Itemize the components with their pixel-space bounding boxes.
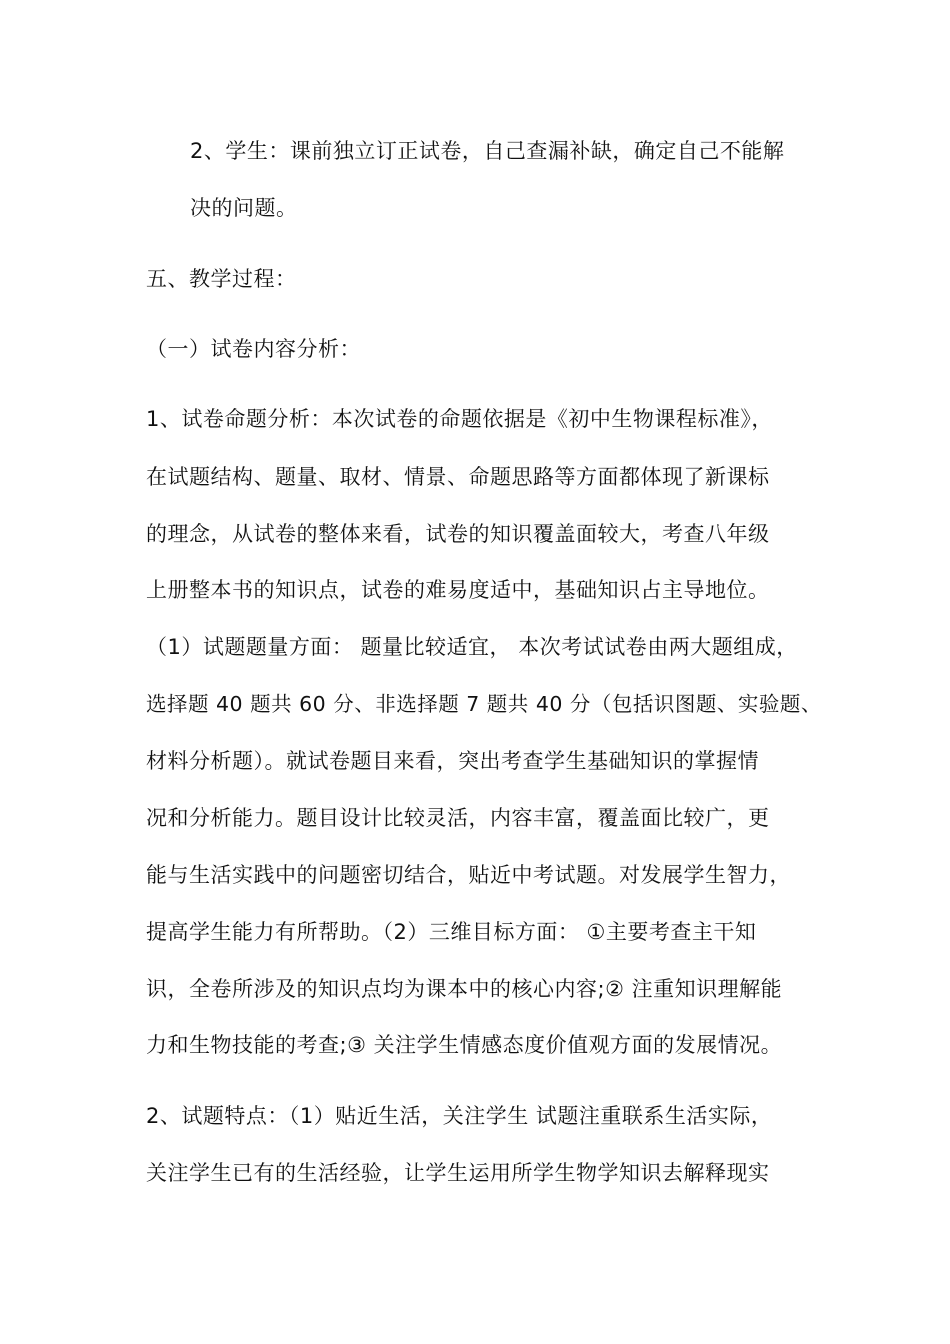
text-line: 关注学生已有的生活经验，让学生运用所学生物学知识去解释现实 — [146, 1161, 770, 1185]
text-line: 能与生活实践中的问题密切结合，贴近中考试题。对发展学生智力， — [146, 863, 791, 887]
subsection-heading: （一）试卷内容分析： — [146, 337, 361, 361]
text-line: 在试题结构、题量、取材、情景、命题思路等方面都体现了新课标 — [146, 465, 770, 489]
text-line: 2、学生：课前独立订正试卷，自己查漏补缺，确定自己不能解 — [190, 139, 785, 163]
text-line: 识，全卷所涉及的知识点均为课本中的核心内容;② 注重知识理解能 — [146, 977, 783, 1001]
text-line: 1、试卷命题分析：本次试卷的命题依据是《初中生物课程标准》， — [146, 407, 773, 431]
text-line: 材料分析题）。就试卷题目来看，突出考查学生基础知识的掌握情 — [146, 749, 759, 773]
text-line: 力和生物技能的考查;③ 关注学生情感态度价值观方面的发展情况。 — [146, 1033, 783, 1057]
text-line: 况和分析能力。题目设计比较灵活，内容丰富，覆盖面比较广，更 — [146, 806, 770, 830]
text-line: 提高学生能力有所帮助。（2）三维目标方面： ①主要考查主干知 — [146, 920, 757, 944]
text-line: （1）试题题量方面： 题量比较适宜， 本次考试试卷由两大题组成， — [146, 635, 798, 659]
text-line: 2、试题特点：（1）贴近生活，关注学生 试题注重联系生活实际， — [146, 1104, 773, 1128]
section-heading: 五、教学过程： — [146, 267, 297, 291]
text-line: 决的问题。 — [190, 196, 298, 220]
text-line: 的理念，从试卷的整体来看，试卷的知识覆盖面较大，考查八年级 — [146, 522, 770, 546]
text-line: 选择题 40 题共 60 分、非选择题 7 题共 40 分（包括识图题、实验题、 — [146, 692, 822, 716]
text-line: 上册整本书的知识点，试卷的难易度适中，基础知识占主导地位。 — [146, 578, 770, 602]
